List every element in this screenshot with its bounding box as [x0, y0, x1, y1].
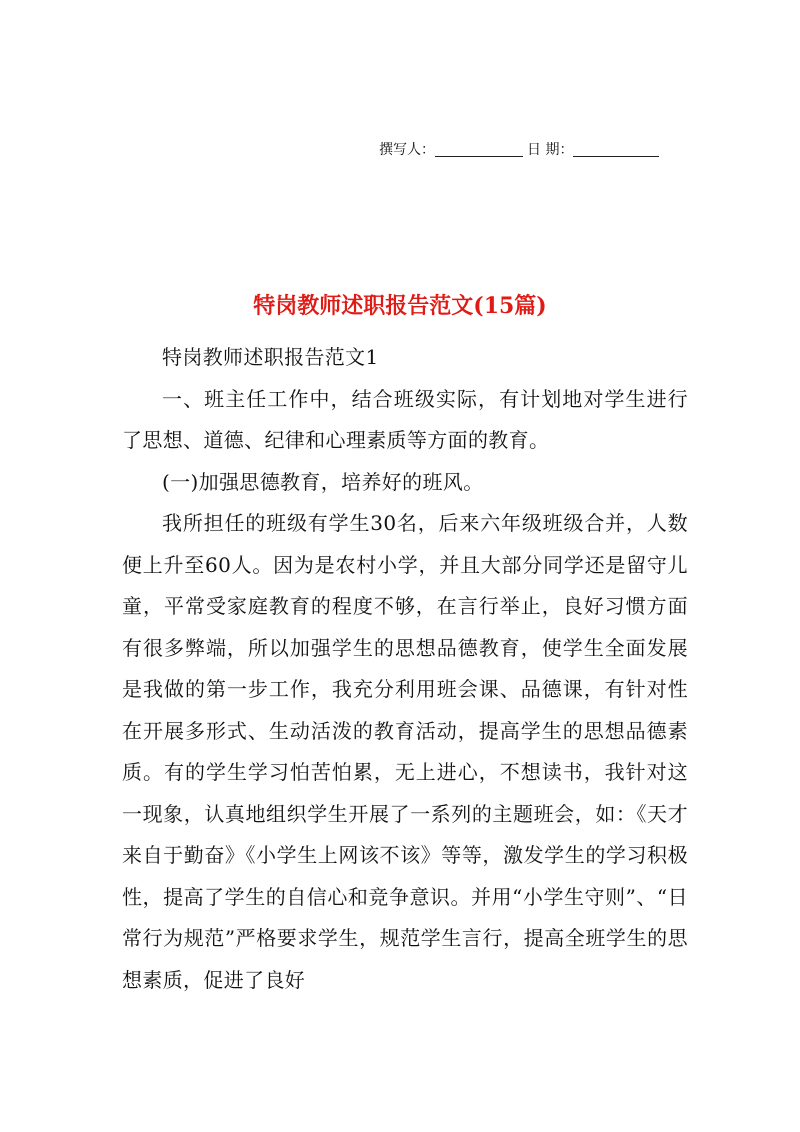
body-paragraph: 一、班主任工作中，结合班级实际，有计划地对学生进行了思想、道德、纪律和心理素质等方面的教育。	[122, 386, 688, 452]
date-label: 日 期：	[527, 142, 574, 158]
author-label: 撰写人：	[379, 142, 435, 158]
document-header	[379, 141, 659, 159]
document-body	[122, 337, 688, 1001]
document-title: 特岗教师述职报告范文(15篇)	[253, 293, 547, 319]
body-paragraph: 我所担任的班级有学生30名，后来六年级班级合并，人数便上升至60人。因为是农村小学，并且大部分同学还是留守儿童，平常受家庭教育的程度不够，在言行举止，良好习惯方面有很多弊端，所以加强学生的思想品德教育，使学生全面发展是我做的第一步工作，我充分利用班会课、品德课，有针对性在开展多形式、生动活泼的教育活动，提高学生的思想品德素质。有的学生学习怕苦怕累，无上进心，不想读书，我针对这一现象，认真地组织学生开展了一系列的主题班会，如：《天才来自于勤奋》《小学生上网该不该》等等，激发学生的学习积极性，提高了学生的自信心和竞争意识。并用“小学生守则”、“日常行为规范”严格要求学生，规范学生言行，提高全班学生的思想素质，促进了良好	[122, 511, 688, 992]
date-blank-line	[573, 142, 659, 157]
section-heading: 特岗教师述职报告范文1	[162, 345, 379, 369]
author-blank-line	[435, 142, 523, 157]
sub-heading: (一)加强思德教育，培养好的班风。	[162, 469, 484, 494]
